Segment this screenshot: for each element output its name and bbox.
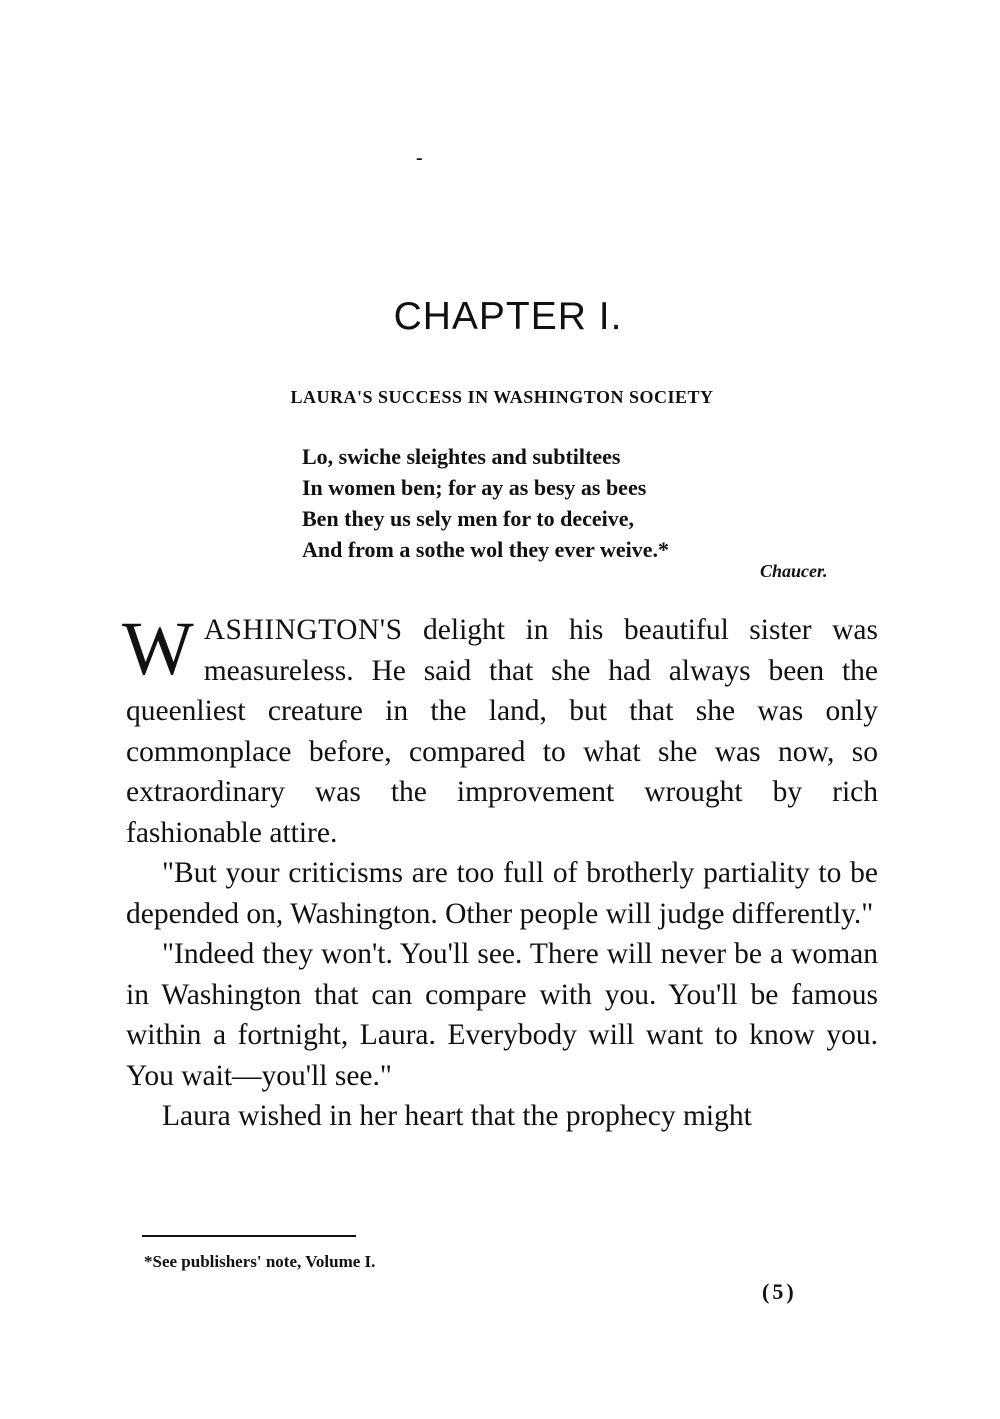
paragraph: "Indeed they won't. You'll see. There will never be a woman in Washington that can compare with you. You'll be famous within a fortnight, Laura. Everybody will want to know you. You wait—you'll see." — [126, 938, 878, 1092]
drop-cap: W — [122, 607, 194, 691]
paragraph: Laura wished in her heart that the prophecy might — [162, 1100, 752, 1132]
chapter-title: CHAPTER I. — [393, 295, 623, 338]
body-text — [122, 607, 878, 1137]
chapter-subtitle: LAURA'S SUCCESS IN WASHINGTON SOCIETY — [290, 387, 714, 407]
epigraph-attribution: Chaucer. — [760, 561, 828, 581]
epigraph-line: Lo, swiche sleightes and subtiltees — [302, 444, 621, 469]
footnote-divider — [142, 1235, 356, 1237]
epigraph-line: In women ben; for ay as besy as bees — [302, 475, 647, 500]
paragraph — [122, 607, 878, 853]
epigraph-line: Ben they us sely men for to deceive, — [302, 506, 634, 531]
page-number: (5) — [762, 1279, 797, 1304]
paragraph-text: delight in his beautiful sister was measureless. He said that she had always been the queenliest creature in the land, but that she was only commonplace before, compared to what she was now, so extraordinary was the improvement wrought by rich fashionable attire. — [126, 614, 878, 849]
epigraph — [302, 441, 772, 565]
first-word: ASHINGTON'S — [203, 614, 403, 646]
footnote: *See publishers' note, Volume I. — [144, 1252, 376, 1271]
paragraph: "But your criticisms are too full of brotherly partiality to be depended on, Washington. Other people will judge differently." — [126, 857, 878, 930]
page-mark: - — [416, 147, 423, 169]
epigraph-line: And from a sothe wol they ever weive.* — [302, 537, 670, 562]
